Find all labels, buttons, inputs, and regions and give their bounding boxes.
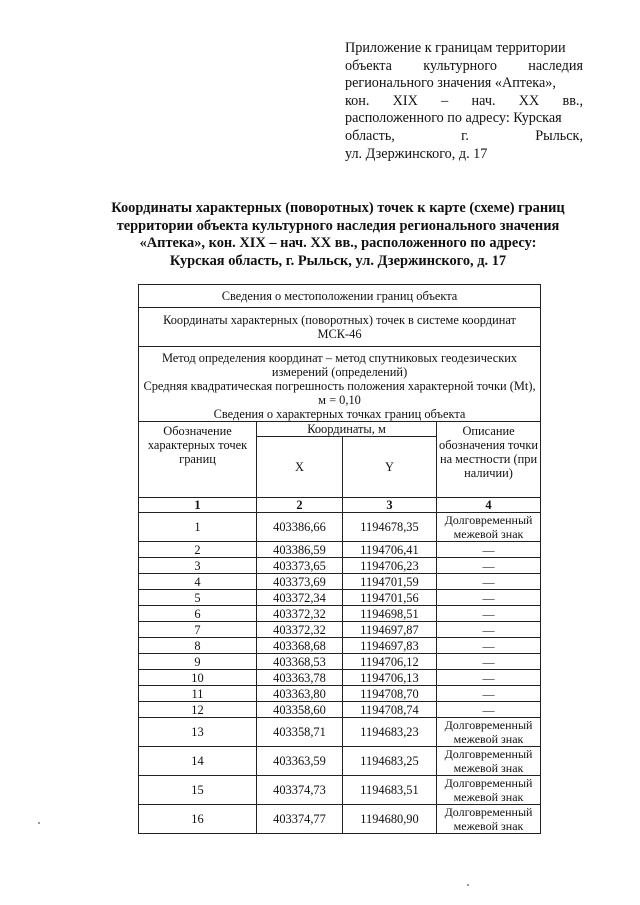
section-points: Сведения о характерных точках границ объекта (213, 407, 466, 421)
point-id: 12 (139, 702, 257, 718)
scan-speck (38, 822, 40, 824)
y-coordinate: 1194698,51 (343, 606, 437, 622)
title-line: Курская область, г. Рыльск, ул. Дзержинского, д. 17 (169, 253, 507, 270)
section-location: Сведения о местоположении границ объекта (139, 285, 541, 308)
appendix-note (345, 40, 583, 163)
method-cell (139, 347, 541, 422)
y-coordinate: 1194708,70 (343, 686, 437, 702)
point-description: — (437, 622, 541, 638)
x-coordinate: 403358,60 (257, 702, 343, 718)
col-number: 3 (343, 498, 437, 513)
y-coordinate: 1194683,25 (343, 747, 437, 776)
appendix-line: расположенного по адресу: Курская (345, 110, 562, 127)
coordinates-table (138, 284, 541, 834)
y-coordinate: 1194706,12 (343, 654, 437, 670)
accuracy-text: Средняя квадратическая погрешность положения характерной точки (Mt), м = 0,10 (143, 379, 536, 407)
x-coordinate: 403368,68 (257, 638, 343, 654)
point-id: 8 (139, 638, 257, 654)
x-coordinate: 403363,78 (257, 670, 343, 686)
x-coordinate: 403363,59 (257, 747, 343, 776)
point-description: — (437, 574, 541, 590)
point-id: 11 (139, 686, 257, 702)
point-id: 4 (139, 574, 257, 590)
x-coordinate: 403372,34 (257, 590, 343, 606)
y-coordinate: 1194706,41 (343, 542, 437, 558)
point-description: — (437, 606, 541, 622)
x-coordinate: 403373,65 (257, 558, 343, 574)
x-coordinate: 403374,77 (257, 805, 343, 834)
document-title (94, 200, 582, 271)
x-coordinate: 403386,66 (257, 513, 343, 542)
title-line: территории объекта культурного наследия регионального значения (116, 217, 560, 234)
table-row (139, 590, 541, 606)
y-coordinate: 1194697,87 (343, 622, 437, 638)
y-coordinate: 1194701,56 (343, 590, 437, 606)
y-coordinate: 1194697,83 (343, 638, 437, 654)
x-coordinate: 403372,32 (257, 622, 343, 638)
table-row (139, 606, 541, 622)
point-id: 1 (139, 513, 257, 542)
appendix-line: регионального значения «Аптека», (345, 75, 556, 92)
point-description: Долговременный межевой знак (437, 805, 541, 834)
y-coordinate: 1194683,51 (343, 776, 437, 805)
point-description: Долговременный межевой знак (437, 513, 541, 542)
point-id: 2 (139, 542, 257, 558)
point-id: 7 (139, 622, 257, 638)
point-id: 9 (139, 654, 257, 670)
x-coordinate: 403374,73 (257, 776, 343, 805)
point-description: Долговременный межевой знак (437, 747, 541, 776)
point-description: — (437, 686, 541, 702)
table-row (139, 805, 541, 834)
col-y-header: Y (343, 437, 437, 498)
point-description: — (437, 558, 541, 574)
x-coordinate: 403386,59 (257, 542, 343, 558)
point-description: Долговременный межевой знак (437, 776, 541, 805)
x-coordinate: 403358,71 (257, 718, 343, 747)
table-row (139, 654, 541, 670)
point-description: — (437, 590, 541, 606)
point-id: 13 (139, 718, 257, 747)
appendix-line: кон. XIX – нач. XX вв., (345, 92, 583, 109)
x-coordinate: 403368,53 (257, 654, 343, 670)
col-x-header: X (257, 437, 343, 498)
point-id: 14 (139, 747, 257, 776)
title-line: Координаты характерных (поворотных) точек к карте (схеме) границ (111, 200, 565, 216)
method-text: Метод определения координат – метод спутниковых геодезических измерений (определений) (161, 351, 518, 379)
x-coordinate: 403372,32 (257, 606, 343, 622)
y-coordinate: 1194708,74 (343, 702, 437, 718)
point-id: 3 (139, 558, 257, 574)
point-description: — (437, 654, 541, 670)
y-coordinate: 1194706,23 (343, 558, 437, 574)
appendix-line: Приложение к границам территории (345, 40, 566, 56)
table-row (139, 686, 541, 702)
col-number: 1 (139, 498, 257, 513)
title-line: «Аптека», кон. XIX – нач. XX вв., расположенного по адресу: (139, 235, 537, 252)
appendix-line: ул. Дзержинского, д. 17 (345, 145, 488, 162)
scan-speck (467, 884, 469, 886)
table-row (139, 622, 541, 638)
col-desc-header: Описание обозначения точки на местности (при наличии) (437, 422, 541, 498)
table-row (139, 513, 541, 542)
table-row (139, 702, 541, 718)
point-id: 6 (139, 606, 257, 622)
point-id: 10 (139, 670, 257, 686)
table-row (139, 747, 541, 776)
point-id: 5 (139, 590, 257, 606)
appendix-line: область, г. Рыльск, (345, 127, 583, 144)
y-coordinate: 1194706,13 (343, 670, 437, 686)
table-row (139, 542, 541, 558)
point-description: — (437, 670, 541, 686)
point-id: 15 (139, 776, 257, 805)
y-coordinate: 1194678,35 (343, 513, 437, 542)
table-row (139, 638, 541, 654)
col-point-header: Обозначение характерных точек границ (139, 422, 257, 498)
point-description: — (437, 702, 541, 718)
y-coordinate: 1194701,59 (343, 574, 437, 590)
coord-system: Координаты характерных (поворотных) точек в системе координат МСК-46 (139, 308, 541, 347)
y-coordinate: 1194680,90 (343, 805, 437, 834)
col-number: 4 (437, 498, 541, 513)
x-coordinate: 403373,69 (257, 574, 343, 590)
table-row (139, 558, 541, 574)
point-id: 16 (139, 805, 257, 834)
table-row (139, 574, 541, 590)
x-coordinate: 403363,80 (257, 686, 343, 702)
point-description: — (437, 542, 541, 558)
y-coordinate: 1194683,23 (343, 718, 437, 747)
table-row (139, 718, 541, 747)
col-coords-header: Координаты, м (257, 422, 437, 437)
table-row (139, 776, 541, 805)
table-row (139, 670, 541, 686)
point-description: — (437, 638, 541, 654)
col-number: 2 (257, 498, 343, 513)
point-description: Долговременный межевой знак (437, 718, 541, 747)
appendix-line: объекта культурного наследия (345, 57, 583, 74)
